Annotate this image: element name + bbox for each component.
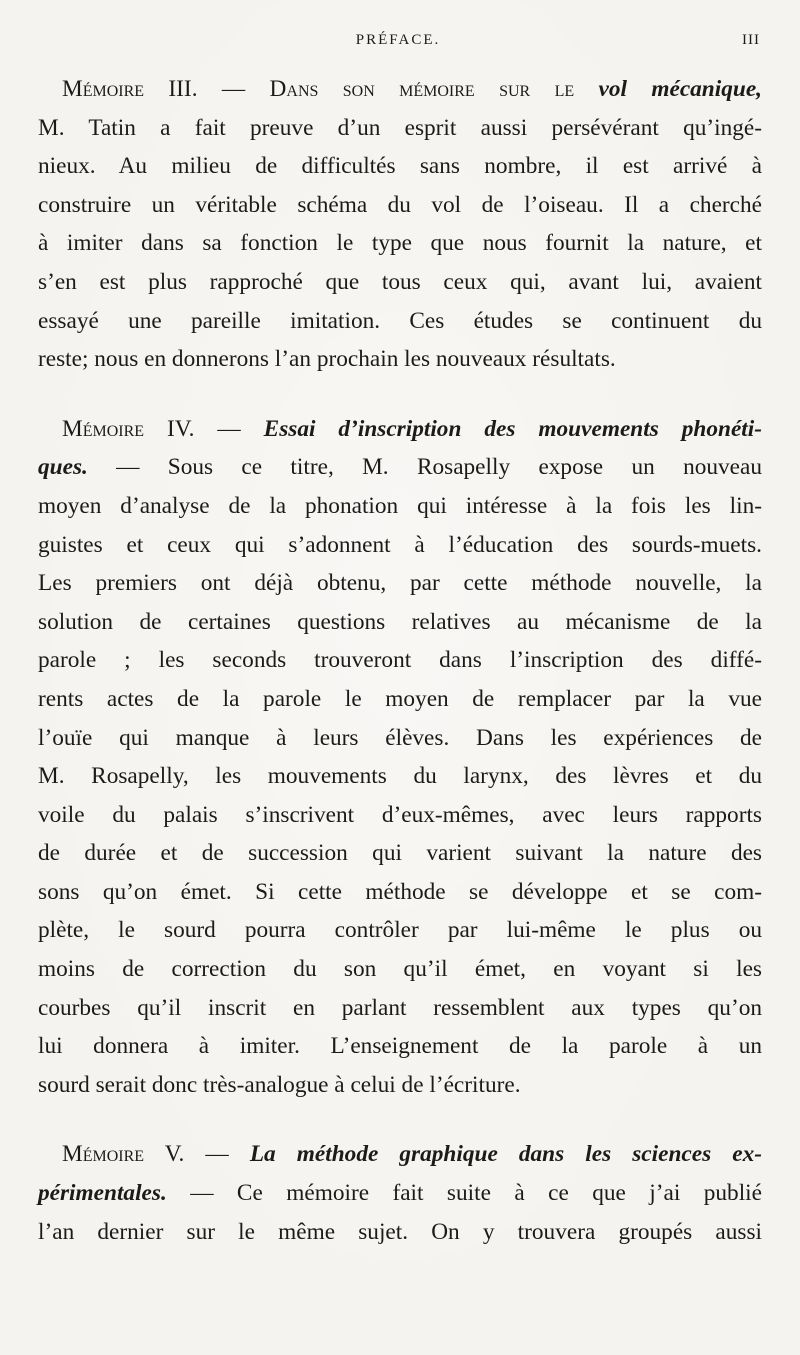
text-line: Les premiers ont déjà obtenu, par cette méthode nouvelle, la (38, 570, 762, 597)
text-line (38, 1135, 762, 1174)
memoire-5-title-end: périmentales. (38, 1180, 167, 1207)
memoire-4-paragraph (38, 410, 762, 1105)
text-line: solution de certaines questions relatives au mécanisme de la (38, 608, 762, 635)
paragraph-gap (38, 379, 762, 410)
text-line: essayé une pareille imitation. Ces études se continuent du (38, 307, 762, 334)
text-line: de durée et de succession qui varient suivant la nature des (38, 840, 762, 867)
running-header (36, 30, 760, 54)
memoire-5-paragraph (38, 1135, 762, 1251)
text-line: guistes et ceux qui s’adonnent à l’éducation des sourds-muets. (38, 531, 762, 558)
text-line: lui donnera à imiter. L’enseignement de la parole à un (38, 1033, 762, 1060)
memoire-5-text: — Ce mémoire fait suite à ce que j’ai publié (166, 1180, 762, 1207)
text-line: nieux. Au milieu de difficultés sans nombre, il est arrivé à (38, 153, 762, 180)
page-body (38, 70, 762, 1251)
text-line: voile du palais s’inscrivent d’eux-mêmes, avec leurs rapports (38, 801, 762, 828)
page-number: III (742, 32, 760, 48)
text-line: moyen d’analyse de la phonation qui intéresse à la fois les lin- (38, 492, 762, 519)
text-line (38, 70, 762, 109)
text-line: sourd serait donc très-analogue à celui de l’écriture. (38, 1071, 521, 1098)
text-line: plète, le sourd pourra contrôler par lui-même le plus ou (38, 917, 762, 944)
memoire-3-paragraph (38, 70, 762, 379)
memoire-5-title: La méthode graphique dans les sciences ex- (249, 1141, 762, 1168)
memoire-3-subject: vol mécanique, (598, 76, 763, 102)
memoire-5-lead: Mémoire V. — (62, 1141, 250, 1168)
memoire-4-title-end: ques. (38, 454, 88, 481)
text-line (38, 1174, 762, 1213)
text-line: sons qu’on émet. Si cette méthode se développe et se com- (38, 878, 762, 905)
text-line: à imiter dans sa fonction le type que nous fournit la nature, et (38, 230, 762, 257)
text-line (38, 410, 762, 449)
text-line: M. Rosapelly, les mouvements du larynx, des lèvres et du (38, 763, 762, 790)
text-line: reste; nous en donnerons l’an prochain les nouveaux résultats. (38, 346, 616, 373)
text-line: l’an dernier sur le même sujet. On y trouvera groupés aussi (38, 1218, 762, 1245)
text-line: M. Tatin a fait preuve d’un esprit aussi persévérant qu’ingé- (38, 114, 762, 141)
running-title: PRÉFACE. (355, 32, 441, 48)
text-line: l’ouïe qui manque à leurs élèves. Dans les expériences de (38, 724, 762, 751)
memoire-3-lead: Mémoire III. — Dans son mémoire sur le (62, 76, 599, 102)
memoire-4-title: Essai d’inscription des mouvements phonéti- (263, 415, 763, 442)
memoire-4-lead: Mémoire IV. — (62, 415, 264, 442)
text-line: moins de correction du son qu’il émet, en voyant si les (38, 956, 762, 983)
text-line: parole ; les seconds trouveront dans l’inscription des diffé- (38, 647, 762, 674)
text-line: courbes qu’il inscrit en parlant ressemblent aux types qu’on (38, 994, 762, 1021)
text-line: rents actes de la parole le moyen de remplacer par la vue (38, 685, 762, 712)
text-line (38, 448, 762, 487)
memoire-4-text: — Sous ce titre, M. Rosapelly expose un nouveau (87, 454, 762, 481)
text-line: s’en est plus rapproché que tous ceux qui, avant lui, avaient (38, 268, 762, 295)
text-line: construire un véritable schéma du vol de l’oiseau. Il a cherché (38, 191, 762, 218)
paragraph-gap (38, 1104, 762, 1135)
